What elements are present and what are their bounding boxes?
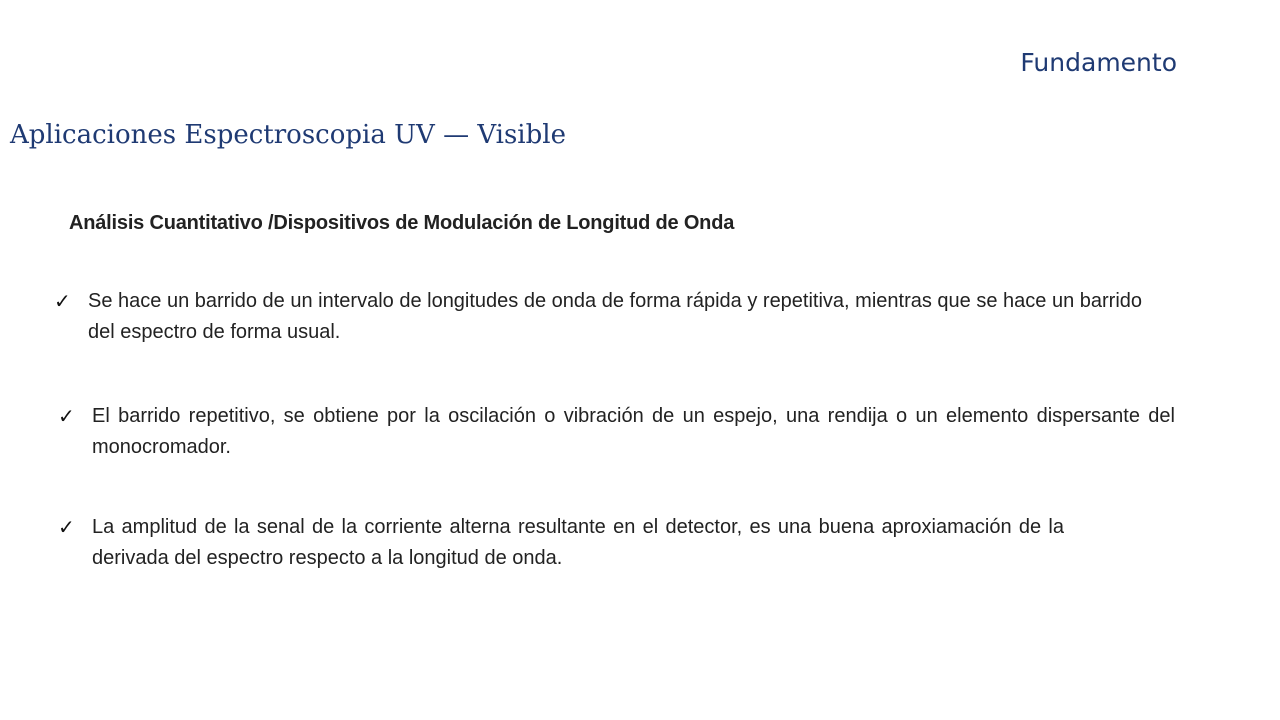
bullet-text: La amplitud de la senal de la corriente alterna resultante en el detector, es una buena aproxiamación de la derivada del espectro respecto a la longitud de onda.	[92, 516, 1064, 569]
checkmark-icon: ✓	[58, 515, 75, 539]
bullet-item	[54, 286, 1148, 348]
bullet-text: Se hace un barrido de un intervalo de longitudes de onda de forma rápida y repetitiva, mientras que se hace un barrido del espectro de forma usual.	[88, 290, 1143, 343]
checkmark-icon: ✓	[58, 404, 75, 428]
section-label: Fundamento	[1020, 48, 1177, 77]
bullet-item	[58, 401, 1175, 463]
slide-title: Aplicaciones Espectroscopia UV — Visible	[10, 120, 566, 150]
bullet-item	[58, 512, 1064, 574]
checkmark-icon: ✓	[54, 289, 71, 313]
slide-subtitle: Análisis Cuantitativo /Dispositivos de Modulación de Longitud de Onda	[69, 212, 735, 234]
bullet-text: El barrido repetitivo, se obtiene por la oscilación o vibración de un espejo, una rendija o un elemento dispersante del monocromador.	[92, 405, 1175, 458]
